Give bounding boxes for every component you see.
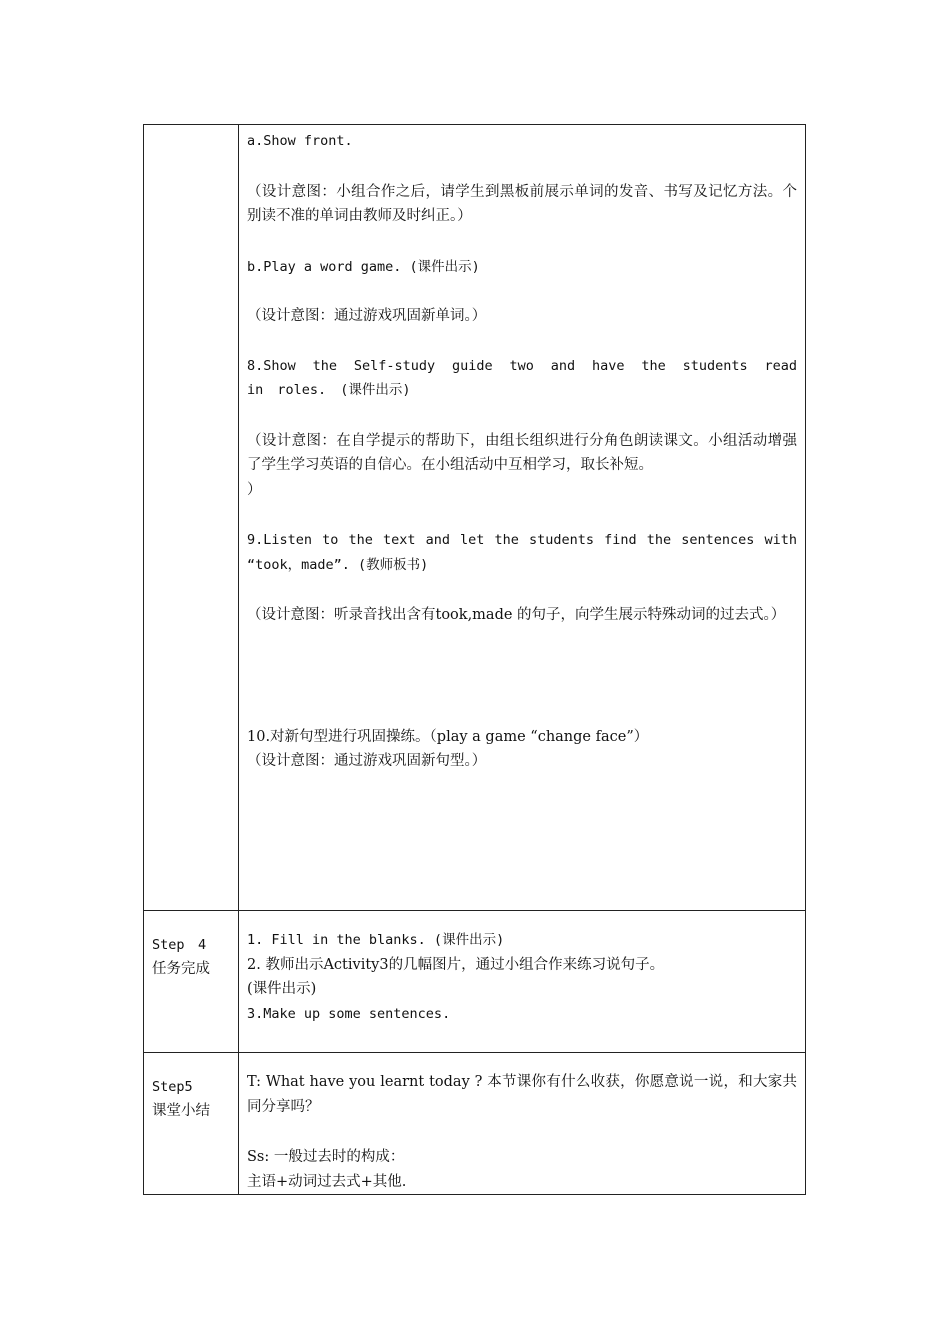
list-item: b.Play a word game. (课件出示) xyxy=(247,258,480,275)
lesson-plan-table xyxy=(143,124,806,1195)
design-intent-note: （设计意图：听录音找出含有took,made 的句子，向学生展示特殊动词的过去式。） xyxy=(247,607,786,623)
list-item: 主语+动词过去式+其他. xyxy=(247,1173,407,1190)
list-item: 9.Listen to the text and let the students find the sentences with “took，made”. (教师板书) xyxy=(247,532,797,573)
list-item: (课件出示) xyxy=(247,981,317,997)
table-row xyxy=(144,125,806,911)
list-item: Ss: 一般过去时的构成： xyxy=(247,1149,405,1165)
content-cell xyxy=(239,1053,806,1195)
design-intent-note: （设计意图：通过游戏巩固新句型。） xyxy=(247,753,487,769)
step-label-cell xyxy=(144,1053,239,1195)
step-label: Step5 xyxy=(152,1079,193,1095)
step-label-cell xyxy=(144,125,239,911)
list-item: 2. 教师出示Activity3的几幅图片，通过小组合作来练习说句子。 xyxy=(247,956,665,973)
list-item: 1. Fill in the blanks. (课件出示) xyxy=(247,932,505,948)
list-item: T: What have you learnt today ? 本节课你有什么收获，你愿意说一说，和大家共同分享吗？ xyxy=(247,1074,797,1115)
table-row xyxy=(144,911,806,1053)
step-label: 任务完成 xyxy=(152,961,210,977)
content-cell xyxy=(239,125,806,911)
step-label-cell xyxy=(144,911,239,1053)
list-item: 3.Make up some sentences. xyxy=(247,1005,451,1022)
design-intent-note: （设计意图：小组合作之后，请学生到黑板前展示单词的发音、书写及记忆方法。个别读不准的单词由教师及时纠正。） xyxy=(247,183,797,224)
step-label: Step 4 xyxy=(152,937,207,953)
list-item: 10.对新句型进行巩固操练。（play a game “change face”） xyxy=(247,728,649,745)
table-row xyxy=(144,1053,806,1195)
list-item: 8.Show the Self-study guide two and have the students read in roles. (课件出示) xyxy=(247,357,797,398)
step-label: 课堂小结 xyxy=(152,1103,210,1119)
content-cell xyxy=(239,911,806,1053)
design-intent-note-end: ） xyxy=(247,481,262,498)
list-item: a.Show front. xyxy=(247,133,353,149)
design-intent-note: （设计意图：通过游戏巩固新单词。） xyxy=(247,308,487,324)
design-intent-note: （设计意图：在自学提示的帮助下，由组长组织进行分角色朗读课文。小组活动增强了学生学习英语的自信心。在小组活动中互相学习，取长补短。 xyxy=(247,432,797,473)
